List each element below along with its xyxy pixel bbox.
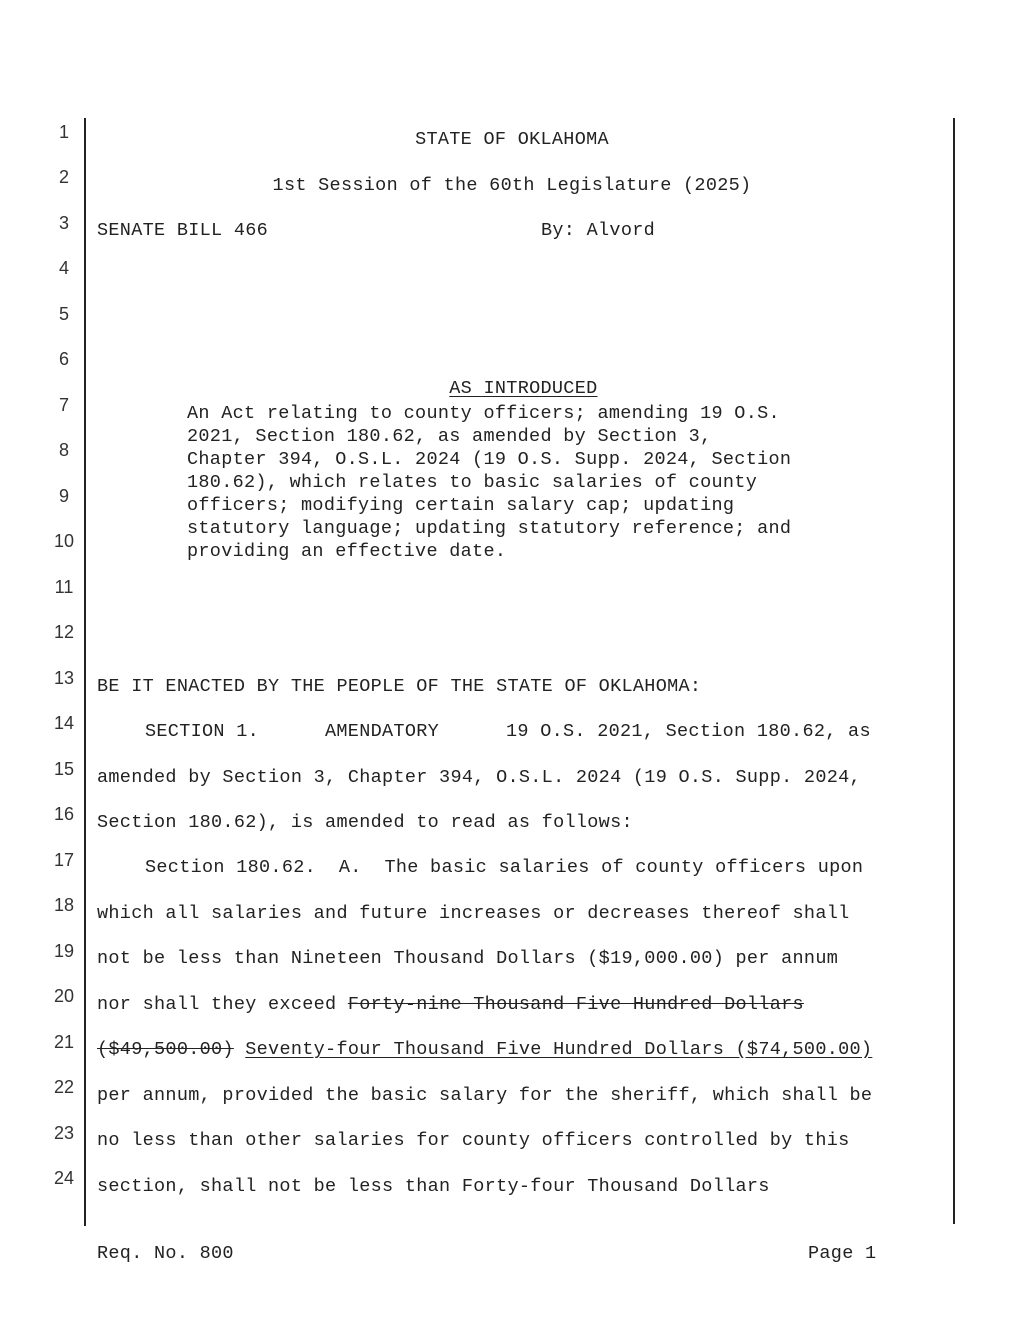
line-number: 10 <box>53 531 75 551</box>
line-number: 5 <box>58 304 69 324</box>
struck-text: ($49,500.00) <box>97 1039 234 1060</box>
session-heading: 1st Session of the 60th Legislature (2025) <box>272 175 752 196</box>
body-line: Section 180.62), is amended to read as follows: <box>97 812 633 833</box>
enacting-clause: BE IT ENACTED BY THE PEOPLE OF THE STATE OF OKLAHOMA: <box>97 676 702 697</box>
line-number: 14 <box>53 713 75 733</box>
title-line: Chapter 394, O.S.L. 2024 (19 O.S. Supp. 2024, Section <box>187 449 792 470</box>
status-line-wrap <box>96 357 928 399</box>
line-number: 11 <box>54 577 74 597</box>
line-number: 13 <box>53 668 75 688</box>
line-number: 15 <box>53 759 75 779</box>
line-number: 22 <box>53 1077 75 1097</box>
title-line: 180.62), which relates to basic salaries of county <box>187 472 758 493</box>
line-number: 23 <box>53 1123 75 1143</box>
bill-title <box>187 402 791 563</box>
line-number: 20 <box>53 986 75 1006</box>
line-number: 21 <box>53 1032 75 1052</box>
line-number: 19 <box>53 941 75 961</box>
title-line: statutory language; updating statutory reference; and <box>187 518 792 539</box>
page-number: Page 1 <box>808 1243 877 1264</box>
title-line: 2021, Section 180.62, as amended by Section 3, <box>187 426 712 447</box>
title-line: providing an effective date. <box>187 541 507 562</box>
title-line: officers; modifying certain salary cap; updating <box>187 495 735 516</box>
inserted-text: Seventy-four Thousand Five Hundred Dollars ($74,500.00) <box>245 1039 873 1060</box>
struck-text: Forty-nine Thousand Five Hundred Dollars <box>347 994 804 1015</box>
plain-text: nor shall they exceed <box>97 994 348 1015</box>
bill-number: SENATE BILL 466 <box>97 220 269 241</box>
introduced-status: AS INTRODUCED <box>449 378 598 399</box>
section-reference: 19 O.S. 2021, Section 180.62, as <box>506 721 871 742</box>
state-heading: STATE OF OKLAHOMA <box>415 129 609 150</box>
line-number: 9 <box>58 486 69 506</box>
line-number: 3 <box>58 213 69 233</box>
line-number: 4 <box>58 258 69 278</box>
body-line: which all salaries and future increases or decreases thereof shall <box>97 903 850 924</box>
line-number: 24 <box>53 1168 75 1188</box>
body-line: section, shall not be less than Forty-four Thousand Dollars <box>97 1176 770 1197</box>
line-number: 17 <box>53 850 75 870</box>
line-number: 12 <box>53 622 75 642</box>
body-line: Section 180.62. A. The basic salaries of county officers upon <box>145 857 864 878</box>
line-number: 8 <box>58 440 69 460</box>
line-number: 2 <box>58 167 69 187</box>
line-number: 18 <box>53 895 75 915</box>
body-line: no less than other salaries for county officers controlled by this <box>97 1130 850 1151</box>
line-number: 16 <box>53 804 75 824</box>
bill-author: By: Alvord <box>541 220 656 241</box>
line-number: 6 <box>58 349 69 369</box>
body-line: amended by Section 3, Chapter 394, O.S.L. 2024 (19 O.S. Supp. 2024, <box>97 767 861 788</box>
request-number: Req. No. 800 <box>97 1243 234 1264</box>
section-type: AMENDATORY <box>325 721 440 742</box>
right-margin-rule <box>953 118 955 1224</box>
left-margin-rule <box>84 118 86 1226</box>
body-line: not be less than Nineteen Thousand Dollars ($19,000.00) per annum <box>97 948 839 969</box>
body-line: per annum, provided the basic salary for the sheriff, which shall be <box>97 1085 873 1106</box>
body-line-amended <box>97 1039 872 1060</box>
title-line: An Act relating to county officers; amending 19 O.S. <box>187 403 780 424</box>
line-number: 7 <box>58 395 69 415</box>
section-label: SECTION 1. <box>145 721 260 742</box>
body-line-amended <box>97 994 804 1015</box>
line-number: 1 <box>58 122 69 142</box>
